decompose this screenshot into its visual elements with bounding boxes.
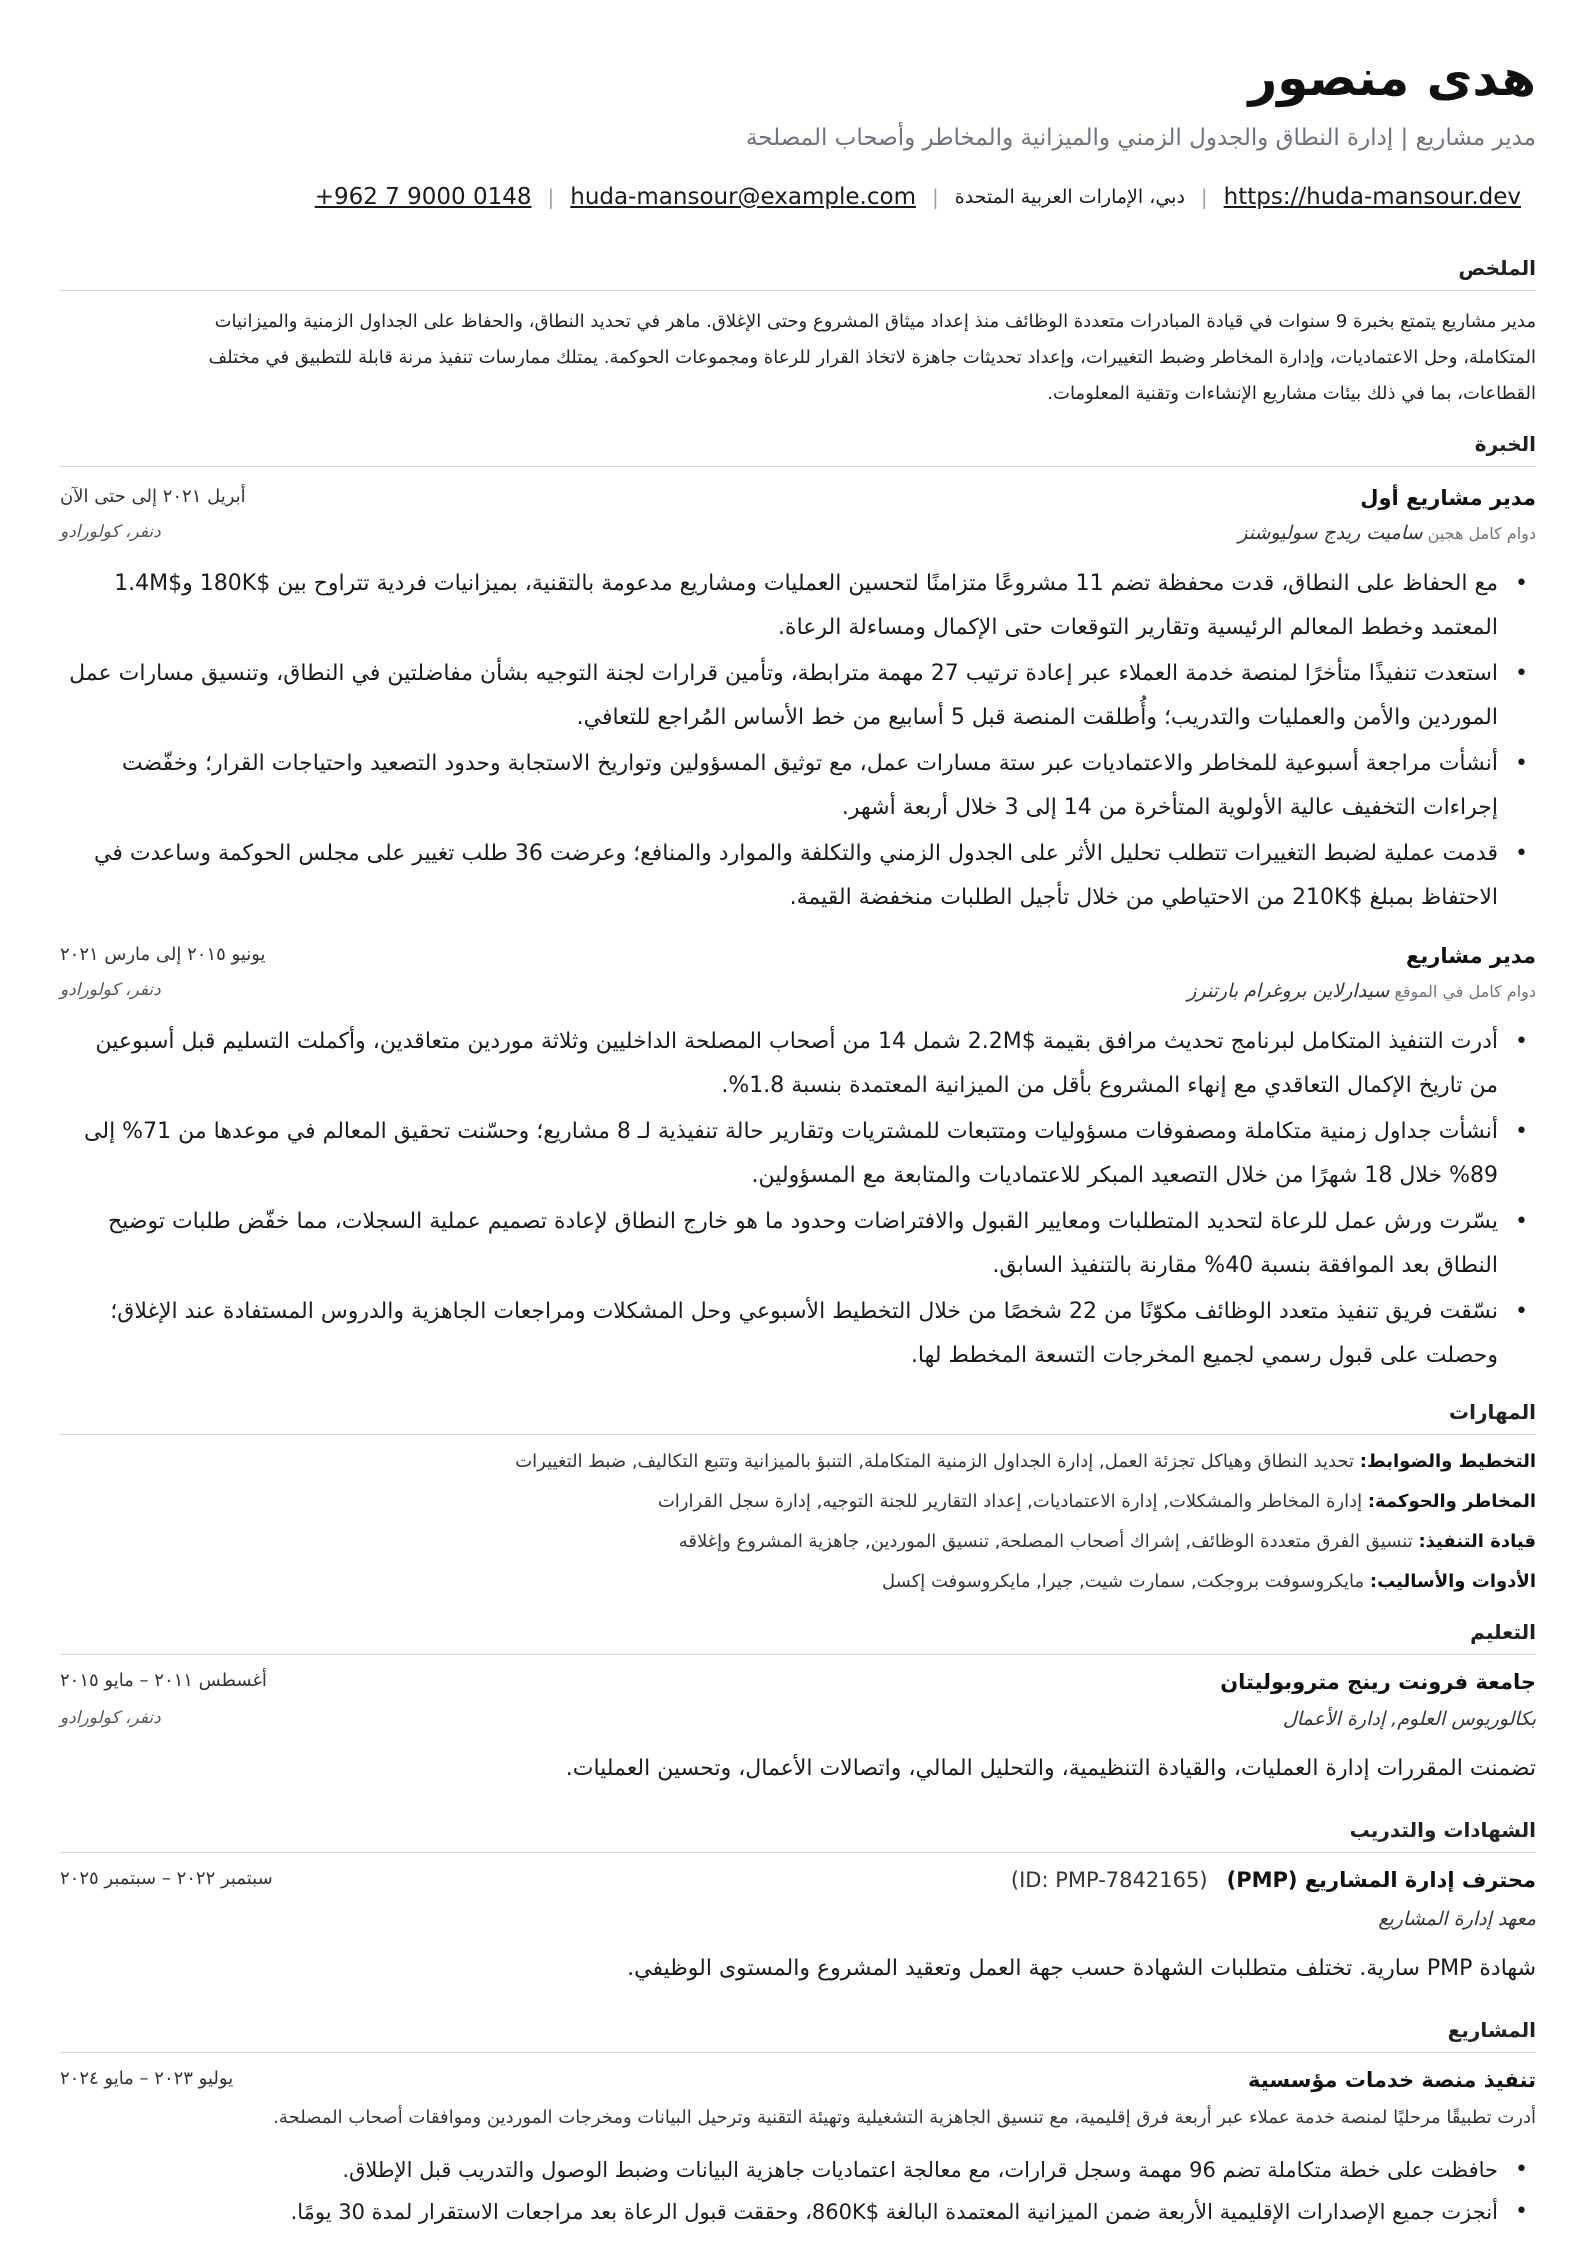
headline: مدير مشاريع | إدارة النطاق والجدول الزمني والميزانية والمخاطر وأصحاب المصلحة <box>745 125 1536 151</box>
summary-line: القطاعات، بما في ذلك بيئات مشاريع الإنشاءات وتقنية المعلومات. <box>1047 383 1536 404</box>
skill-items: تنسيق الفرق متعددة الوظائف, إشراك أصحاب المصلحة, تنسيق الموردين, جاهزية المشروع وإغلاقه <box>678 1531 1413 1552</box>
separator: | <box>1200 185 1208 209</box>
education-subheader <box>60 1708 1536 1738</box>
job-bullets <box>60 1020 1536 1380</box>
project-bullets <box>60 2150 1536 2234</box>
project-description: أدرت تطبيقًا مرحليًا لمنصة خدمة عملاء عبر أربعة فرق إقليمية، مع تنسيق الجاهزية التشغيلية وتهيئة التقنية وترحيل البيانات ومخرجات الموردين وموافقات أصحاب المصلحة. <box>273 2107 1536 2128</box>
email-link[interactable]: huda-mansour@example.com <box>570 184 916 210</box>
bullet-item: • أنشأت جداول زمنية متكاملة ومصفوفات مسؤوليات ومتتبعات للمشتريات وتقارير حالة تنفيذية لـ 8 مشاريع؛ وحسّنت تحقيق المعالم في موعدها من 71% إلى 89% خلال 18 شهرًا من خلال التصعيد المبكر للاعتماديات والمتابعة مع المسؤولين. <box>60 1110 1536 1198</box>
cert-note: شهادة PMP سارية. تختلف متطلبات الشهادة حسب جهة العمل وتعقيد المشروع والمستوى الوظيفي. <box>627 1956 1536 1981</box>
separator: | <box>932 185 939 209</box>
section-title-experience: الخبرة <box>60 432 1536 467</box>
candidate-name: هدى منصور <box>1248 49 1536 107</box>
phone-link[interactable]: +962 7 9000 0148 <box>314 184 532 210</box>
separator: | <box>547 185 555 209</box>
project-dates: يوليو ٢٠٢٣ – مايو ٢٠٢٤ <box>60 2068 234 2089</box>
skill-items: تحديد النطاق وهياكل تجزئة العمل, إدارة الجداول الزمنية المتكاملة, التنبؤ بالميزانية وتتبع التكاليف, ضبط التغييرات <box>515 1451 1355 1472</box>
school-name: جامعة فرونت رينج متروبوليتان <box>1220 1670 1536 1694</box>
skill-label: الأدوات والأساليب: <box>1369 1571 1536 1592</box>
education-details: تضمنت المقررات إدارة العمليات، والقيادة التنظيمية، والتحليل المالي، واتصالات الأعمال، وتحسين العمليات. <box>565 1756 1536 1781</box>
education-dates: أغسطس ٢٠١١ – مايو ٢٠١٥ <box>60 1670 267 1691</box>
skill-label: المخاطر والحوكمة: <box>1367 1491 1536 1512</box>
skill-items: مايكروسوفت بروجكت, سمارت شيت, جيرا, مايكروسوفت إكسل <box>882 1571 1365 1592</box>
job-location: دنفر، كولورادو <box>60 522 161 542</box>
skill-group <box>60 1568 1536 1596</box>
cert-issuer: معهد إدارة المشاريع <box>1378 1908 1536 1930</box>
cert-issuer-row <box>60 1908 1536 1938</box>
education-location: دنفر، كولورادو <box>60 1708 161 1728</box>
job-dates: يونيو ٢٠١٥ إلى مارس ٢٠٢١ <box>60 944 266 965</box>
skill-label: قيادة التنفيذ: <box>1418 1531 1536 1552</box>
bullet-item: • مع الحفاظ على النطاق، قدت محفظة تضم 11 مشروعًا متزامنًا لتحسين العمليات ومشاريع مدعومة بالتقنية، بميزانيات فردية تتراوح بين $180K و$1.4M المعتمد وخطط المعالم الرئيسية وتقارير التوقعات حتى الإكمال ومساءلة الرعاة. <box>60 562 1536 650</box>
skill-group <box>60 1528 1536 1556</box>
job-subheader <box>60 522 1536 552</box>
bullet-item: • يسّرت ورش عمل للرعاة لتحديد المتطلبات ومعايير القبول والافتراضات وحدود ما هو خارج النطاق لإعادة تصميم عملية السجلات، مما خفّض طلبات توضيح النطاق بعد الموافقة بنسبة 40% مقارنة بالتنفيذ السابق. <box>60 1200 1536 1288</box>
job-role: مدير مشاريع <box>1406 944 1536 968</box>
bullet-item: • أدرت التنفيذ المتكامل لبرنامج تحديث مرافق بقيمة $2.2M شمل 14 من أصحاب المصلحة الداخليين وثلاثة موردين متعاقدين، وأكملت التسليم قبل أسبوعين من تاريخ الإكمال التعاقدي مع إنهاء المشروع بأقل من الميزانية المعتمدة بنسبة 1.8%. <box>60 1020 1536 1108</box>
skill-group <box>60 1488 1536 1516</box>
cert-name: محترف إدارة المشاريع (PMP) <box>1226 1868 1536 1892</box>
bullet-item: • حافظت على خطة متكاملة تضم 96 مهمة وسجل قرارات، مع معالجة اعتماديات جاهزية البيانات وضبط الوصول والتدريب قبل الإطلاق. <box>60 2150 1536 2190</box>
job-meta: دوام كامل هجين <box>1427 524 1536 543</box>
job-header <box>60 944 1536 974</box>
section-title-certifications: الشهادات والتدريب <box>60 1818 1536 1853</box>
summary-line: مدير مشاريع يتمتع بخبرة 9 سنوات في قيادة المبادرات متعددة الوظائف منذ إعداد ميثاق المشروع وحتى الإغلاق. ماهر في تحديد النطاق، والحفاظ على الجداول الزمنية والميزانيات <box>214 311 1536 332</box>
bullet-item: • أنجزت جميع الإصدارات الإقليمية الأربعة ضمن الميزانية المعتمدة البالغة $860K، وحققت قبول الرعاة بعد مراجعات الاستقرار لمدة 30 يومًا. <box>60 2192 1536 2232</box>
section-title-education: التعليم <box>60 1620 1536 1655</box>
bullet-item: • نسّقت فريق تنفيذ متعدد الوظائف مكوّنًا من 22 شخصًا من خلال التخطيط الأسبوعي وحل المشكلات ومراجعات الجاهزية والدروس المستفادة عند الإغلاق؛ وحصلت على قبول رسمي لجميع المخرجات التسعة المخطط لها. <box>60 1290 1536 1378</box>
job-dates: أبريل ٢٠٢١ إلى حتى الآن <box>60 486 246 507</box>
job-role: مدير مشاريع أول <box>1360 486 1536 510</box>
job-company: سيدارلاين بروغرام بارتنرز <box>1187 980 1390 1002</box>
cert-dates: سبتمبر ٢٠٢٢ – سبتمبر ٢٠٢٥ <box>60 1868 273 1889</box>
resume-page <box>60 0 1536 2246</box>
skill-group <box>60 1448 1536 1476</box>
cert-header <box>60 1868 1536 1898</box>
summary-text <box>60 304 1536 412</box>
contact-bar <box>315 184 1521 210</box>
job-location: دنفر، كولورادو <box>60 980 161 1000</box>
cert-id: (ID: PMP-7842165) <box>1010 1868 1208 1892</box>
job-subheader <box>60 980 1536 1010</box>
location-text: دبي، الإمارات العربية المتحدة <box>954 186 1185 208</box>
summary-line: المتكاملة، وحل الاعتماديات، وإدارة المخاطر وضبط التغييرات، وإعداد تحديثات جاهزة لاتخاذ القرار للرعاة ومجموعات الحوكمة. يمتلك ممارسات تنفيذ مرنة قابلة للتطبيق في مختلف <box>208 347 1536 368</box>
bullet-item: • قدمت عملية لضبط التغييرات تتطلب تحليل الأثر على الجدول الزمني والتكلفة والموارد والمنافع؛ وعرضت 36 طلب تغيير على مجلس الحوكمة وساعدت في الاحتفاظ بمبلغ $210K من الاحتياطي من خلال تأجيل الطلبات منخفضة القيمة. <box>60 832 1536 920</box>
section-title-skills: المهارات <box>60 1400 1536 1435</box>
project-name: تنفيذ منصة خدمات مؤسسية <box>1248 2068 1536 2092</box>
bullet-item: • استعدت تنفيذًا متأخرًا لمنصة خدمة العملاء عبر إعادة ترتيب 27 مهمة مترابطة، وتأمين قرارات لجنة التوجيه بشأن مفاضلتين في النطاق، وتنسيق مسارات عمل الموردين والأمن والعمليات والتدريب؛ وأُطلقت المنصة قبل 5 أسابيع من خط الأساس المُراجع للتعافي. <box>60 652 1536 740</box>
project-header <box>60 2068 1536 2098</box>
education-header <box>60 1670 1536 1700</box>
section-title-summary: الملخص <box>60 256 1536 291</box>
bullet-item: • أنشأت مراجعة أسبوعية للمخاطر والاعتماديات عبر ستة مسارات عمل، مع توثيق المسؤولين وتواريخ الاستجابة وحدود التصعيد واحتياجات القرار؛ وخفّضت إجراءات التخفيف عالية الأولوية المتأخرة من 14 إلى 3 خلال أربعة أشهر. <box>60 742 1536 830</box>
skill-items: إدارة المخاطر والمشكلات, إدارة الاعتماديات, إعداد التقارير للجنة التوجيه, إدارة سجل القرارات <box>657 1491 1363 1512</box>
degree: بكالوريوس العلوم, إدارة الأعمال <box>1282 1708 1536 1730</box>
job-meta: دوام كامل في الموقع <box>1394 982 1536 1001</box>
job-bullets <box>60 562 1536 922</box>
job-company: ساميت ريدج سوليوشنز <box>1238 522 1423 544</box>
skill-label: التخطيط والضوابط: <box>1359 1451 1536 1472</box>
website-link[interactable]: https://huda-mansour.dev <box>1223 184 1521 210</box>
section-title-projects: المشاريع <box>60 2018 1536 2053</box>
job-header <box>60 486 1536 516</box>
